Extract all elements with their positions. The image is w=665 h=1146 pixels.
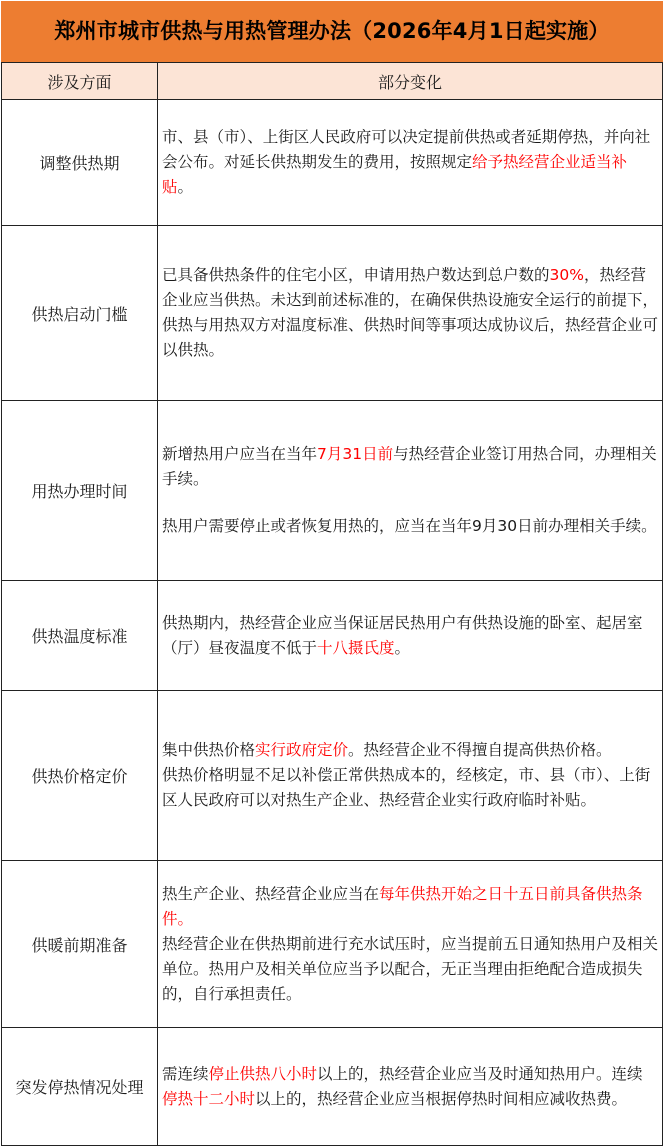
row-change [158, 401, 663, 581]
body-text: 已具备供热条件的住宅小区，申请用热户数达到总户数的 [162, 266, 550, 284]
table-row [2, 226, 663, 401]
body-text: 供热期内，热经营企业应当保证居民热用户有供热设施的卧室、起居室（厅）昼夜温度不低于 [162, 613, 643, 657]
policy-table [1, 62, 663, 1146]
row-aspect: 调整供热期 [2, 100, 158, 226]
row-change [158, 1028, 663, 1146]
row-aspect: 供热温度标准 [2, 581, 158, 691]
table-row [2, 861, 663, 1028]
row-change [158, 226, 663, 401]
body-text: 以上的，热经营企业应当及时通知热用户。连续 [317, 1064, 643, 1083]
body-text: 市、县（市）、上街区人民政府可以决定提前供热或者延期停热，并向社会公布。对延长供热期发生的费用，按照规定 [162, 128, 651, 171]
table-row [2, 691, 663, 861]
change-paragraph [162, 763, 658, 813]
row-aspect: 供热启动门槛 [2, 226, 158, 401]
change-paragraph [162, 932, 658, 1007]
highlight-text: 30% [549, 266, 584, 284]
table-row [2, 100, 663, 226]
highlight-text: 每年供热开始之日十五日前具备供热条件。 [162, 884, 643, 928]
header-aspect: 涉及方面 [2, 63, 158, 100]
body-text: 与热经营企业签订用热合同，办理相关手续。 [162, 445, 657, 488]
row-change [158, 100, 663, 226]
body-text: 。 [394, 638, 411, 657]
change-paragraph [162, 1062, 658, 1112]
row-change [158, 691, 663, 861]
row-aspect: 供暖前期准备 [2, 861, 158, 1028]
body-text: 新增热用户应当在当年 [162, 445, 318, 463]
highlight-text: 停热十二小时 [162, 1089, 256, 1108]
table-row [2, 1028, 663, 1146]
change-paragraph [162, 514, 658, 539]
row-change [158, 581, 663, 691]
page-title: 郑州市城市供热与用热管理办法（2026年4月1日起实施） [1, 1, 663, 62]
body-text: 供热价格明显不足以补偿正常供热成本的，经核定，市、县（市）、上街区人民政府可以对热生产企业、热经营企业实行政府临时补贴。 [162, 766, 651, 809]
body-text: 需连续 [162, 1064, 209, 1083]
change-paragraph [162, 738, 658, 763]
change-paragraph [162, 125, 658, 200]
table-header-row [2, 63, 663, 100]
body-text: 热用户需要停止或者恢复用热的，应当在当年9月30日前办理相关手续。 [162, 517, 657, 535]
header-change: 部分变化 [158, 63, 663, 100]
body-text: 。热经营企业不得擅自提高供热价格。 [348, 741, 612, 759]
row-aspect: 用热办理时间 [2, 401, 158, 581]
body-text: 热生产企业、热经营企业应当在 [162, 884, 380, 903]
highlight-text: 7月31日前 [317, 445, 394, 463]
body-text: ，热经营企业应当供热。未达到前述标准的，在确保供热设施安全运行的前提下，供热与用热双方对温度标准、供热时间等事项达成协议后，热经营企业可以供热。 [162, 266, 659, 359]
table-row [2, 581, 663, 691]
highlight-text: 给予热经营企业适当补贴 [162, 153, 628, 196]
highlight-text: 十八摄氏度 [317, 638, 395, 657]
row-aspect: 突发停热情况处理 [2, 1028, 158, 1146]
row-aspect: 供热价格定价 [2, 691, 158, 861]
change-paragraph [162, 611, 658, 661]
row-change [158, 861, 663, 1028]
highlight-text: 实行政府定价 [255, 741, 349, 759]
change-paragraph [162, 442, 658, 492]
body-text: 热经营企业在供热期前进行充水试压时，应当提前五日通知热用户及相关单位。热用户及相关单位应当予以配合，无正当理由拒绝配合造成损失的，自行承担责任。 [162, 934, 659, 1003]
body-text: 集中供热价格 [162, 741, 256, 759]
change-paragraph [162, 882, 658, 932]
body-text: 以上的，热经营企业应当根据停热时间相应减收热费。 [255, 1089, 628, 1108]
change-paragraph [162, 263, 658, 363]
body-text: 。 [177, 178, 194, 196]
highlight-text: 停止供热八小时 [208, 1064, 318, 1083]
table-body [2, 100, 663, 1146]
table-row [2, 401, 663, 581]
